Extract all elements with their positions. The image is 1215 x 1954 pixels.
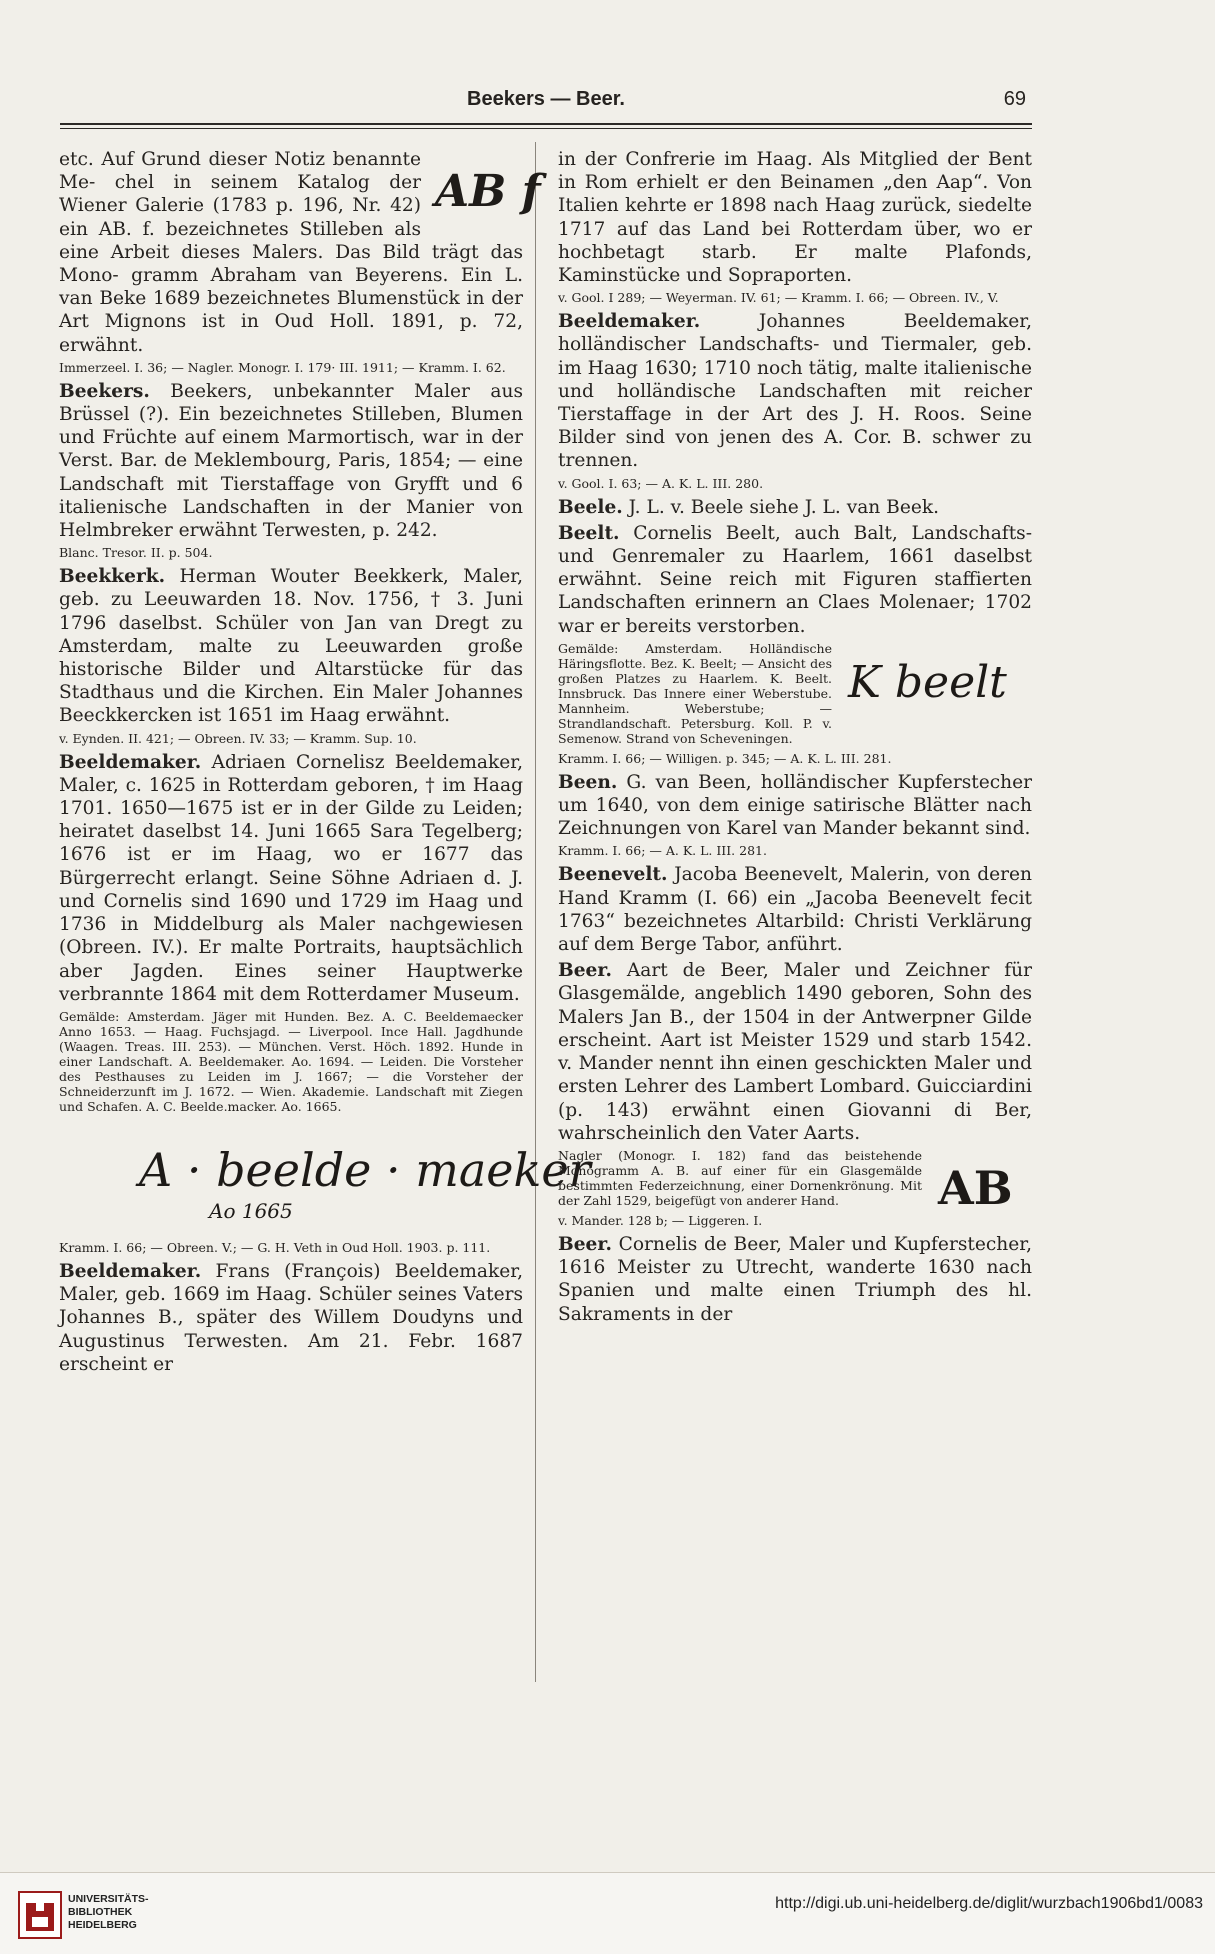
monogram-note	[558, 1147, 1032, 1215]
library-line: UNIVERSITÄTS-	[68, 1893, 149, 1905]
painting-entry: Innsbruck. Das Innere einer Weberstube.	[558, 685, 832, 701]
entry-headword: Beeldemaker.	[59, 751, 202, 773]
signature-beelt	[842, 647, 1032, 716]
entry-beeldemaker-adriaen	[59, 751, 523, 1006]
entry-headword: Beer.	[558, 1233, 612, 1255]
note-text: Nagler (Monogr. I. 182) fand das beistehende Monogramm A. B. auf einer für ein Glasgemälde bestimmten Federzeichnung, einer Dornenkrönung. Mit der Zahl 1529, beigefügt von anderer Hand.	[558, 1147, 922, 1208]
entry-text: Johannes Beeldemaker, holländischer Landschafts- und Tiermaler, geb. im Haag 1630; 1710 noch tätig, malte italienische und holländische Landschaften mit reicher Tierstaffage in der Art des J. H. Roos. Seine Bilder sind von jenen des A. Cor. B. schwer zu trennen.	[558, 311, 1032, 472]
text-line: bezeichnetes Stilleben als	[165, 218, 421, 240]
entry-text: G. van Been, holländischer Kupferstecher um 1640, von dem einige satirische Blätter nach Zeichnungen von Karel van Mander bekannt sind.	[558, 771, 1033, 840]
entry-beele	[558, 496, 1032, 519]
entry-continuation	[59, 148, 541, 357]
svg-text:A · beelde · maeker: A · beelde · maeker	[139, 1142, 591, 1197]
entry-beer-cornelis	[558, 1233, 1032, 1326]
entry-text: Adriaen Cornelisz Beeldemaker, Maler, c. 1625 in Rotterdam geboren, † im Haag 1701. 1650—1675 ist er in der Gilde zu Leiden; heiratet daselbst 14. Juni 1665 Sara Tegelberg; 1676 ist er im Haag, wo er 1677 das Bürgerrecht erlangt. Seine Söhne Adriaen d. J. und Cornelis sind 1690 und 1729 im Haag und 1736 in Middelburg als Maler nachgewiesen (Obreen. IV.). Er malte Portraits, hauptsächlich aber Jagden. Eines seiner Hauptwerke verbrannte 1864 mit dem Rotterdamer Museum.	[59, 751, 523, 1005]
library-name	[68, 1893, 149, 1932]
text-line: chel in seinem Katalog der Wiener Galerie	[59, 172, 421, 217]
entry-headword: Beeldemaker.	[59, 1260, 202, 1282]
painting-entry: Petersburg. Koll. P. v. Semenow. Strand von Scheveningen.	[558, 715, 832, 746]
viewer-footer	[0, 1872, 1215, 1954]
entry-headword: Beeldemaker.	[558, 311, 701, 333]
entry-beelt	[558, 522, 1032, 638]
entry-been	[558, 771, 1032, 841]
monogram-ab	[932, 1154, 1032, 1219]
reference: v. Gool. I 289; — Weyerman. IV. 61; — Kramm. I. 66; — Obreen. IV., V.	[558, 290, 999, 306]
entry-headword: Beenevelt.	[558, 864, 668, 886]
svg-text:K beelt: K beelt	[848, 656, 1007, 708]
reference: Kramm. I. 66; — A. K. L. III. 281.	[558, 843, 767, 859]
svg-text:Ao 1665: Ao 1665	[209, 1198, 293, 1223]
entry-text: Aart de Beer, Maler und Zeichner für Glasgemälde, angeblich 1490 geboren, Sohn des Malers Jan B., der 1504 in der Antwerpner Gilde erscheint. Aart ist Meister 1529 und starb 1542. v. Mander nennt ihn einen geschickten Maler und ersten Lehrer des Lambert Lombard. Guicciardini (p. 143) erwähnt einen Giovanni di Ber, wahrscheinlich den Vater Aarts.	[558, 960, 1032, 1144]
entry-beer-aart	[558, 959, 1032, 1145]
text-line: (1783 p. 196, Nr. 42) ein AB. f.	[59, 195, 421, 240]
reference: Kramm. I. 66; — Obreen. V.; — G. H. Veth in Oud Holl. 1903. p. 111.	[59, 1239, 491, 1255]
page-header	[60, 84, 1032, 114]
entry-continuation: in der Confrerie im Haag. Als Mitglied der Bent in Rom erhielt er den Beinamen „den Aap“. Von Italien kehrte er 1898 nach Haag zurück, siedelte 1717 auf das Land bei Rotterdam über, wo er hochbetagt starb. Er malte Plafonds, Kaminstücke und Sopraporten.	[558, 149, 1032, 287]
library-line: HEIDELBERG	[68, 1919, 137, 1931]
entry-beeldemaker-johannes	[558, 310, 1032, 472]
entry-beenevelt	[558, 863, 1032, 956]
text-line: eine Arbeit dieses Malers.	[59, 241, 324, 263]
library-logo-icon	[18, 1891, 62, 1939]
svg-text:AB f: AB f	[435, 166, 541, 217]
reference: Blanc. Tresor. II. p. 504.	[59, 545, 213, 561]
page-number: 69	[1003, 88, 1026, 110]
entry-text: Beekers, unbekannter Maler aus Brüssel (?). Ein bezeichnetes Stilleben, Blumen und Früchte auf einem Marmortisch, war in der Verst. Bar. de Meklembourg, Paris, 1854; — eine Landschaft mit Tierstaffage von Gryfft und 6 italienische Landschaften in der Manier von Helmbreker erwähnt Terwesten, p. 242.	[59, 380, 523, 542]
entry-headword: Beele.	[558, 496, 623, 518]
text-line: gramm Abraham van Beyerens. Ein L.	[131, 265, 523, 287]
library-line: BIBLIOTHEK	[68, 1906, 133, 1918]
entry-headword: Been.	[558, 771, 618, 793]
header-rule-thin	[60, 128, 1032, 129]
entry-text: Herman Wouter Beekkerk, Maler, geb. zu Leeuwarden 18. Nov. 1756, † 3. Juni 1796 daselbst. Schüler von Jan van Dregt zu Amsterdam, malte zu Leeuwarden große historische Bilder und Altarstücke für das Stadthaus und die Kirchen. Ein Maler Johannes Beeckkercken ist 1651 im Haag erwähnt.	[59, 566, 523, 727]
reference: v. Eynden. II. 421; — Obreen. IV. 33; — Kramm. Sup. 10.	[59, 730, 417, 746]
running-title: Beekers — Beer.	[467, 88, 625, 110]
entry-headword: Beekers.	[59, 380, 150, 402]
text-line: p. 72, erwähnt.	[59, 311, 523, 356]
signature-beeldemaker	[59, 1120, 591, 1234]
reference: Immerzeel. I. 36; — Nagler. Monogr. I. 179· III. 1911; — Kramm. I. 62.	[59, 359, 506, 375]
painting-entry: Mannheim. Weberstube; — Strandlandschaft.	[558, 700, 832, 731]
reference: v. Gool. I. 63; — A. K. L. III. 280.	[558, 475, 764, 491]
right-column	[558, 148, 1032, 1688]
entry-headword: Beekkerk.	[59, 566, 166, 588]
entry-text: Cornelis Beelt, auch Balt, Landschafts- und Genremaler zu Haarlem, 1661 daselbst erwähnt. Seine reich mit Figuren staffierten Landschaften erinnern an Claes Molenaer; 1702 war er bereits verstorben.	[558, 522, 1032, 637]
painting-entry: Gemälde: Amsterdam. Holländische Häringsflotte. Bez. K. Beelt; — Ansicht des großen Platzes zu Haarlem. K. Beelt.	[558, 640, 832, 686]
text-line: etc. Auf Grund dieser Notiz benannte Me-	[59, 149, 421, 194]
entry-headword: Beer.	[558, 960, 612, 982]
entry-beekers	[59, 380, 523, 542]
paintings-list	[558, 641, 1032, 746]
entry-beekkerk	[59, 565, 523, 727]
paintings-list: Gemälde: Amsterdam. Jäger mit Hunden. Bez. A. C. Beeldemaecker Anno 1653. — Haag. Fuchsjagd. — Liverpool. Ince Hall. Jagdhunde (Waagen. Treas. III. 253). — München. Verst. Höch. 1892. Hunde in einer Landschaft. A. Beeldemaker. Ao. 1694. — Leiden. Die Vorsteher des Pesthauses zu Leiden im J. 1667; — die Vorsteher der Schneiderzunft im J. 1672. — Wien. Akademie. Landschaft mit Ziegen und Schafen. A. C. Beelde.macker. Ao. 1665.	[59, 1008, 523, 1114]
entry-headword: Beelt.	[558, 522, 620, 544]
entry-text: Jacoba Beenevelt, Malerin, von deren Hand Kramm (I. 66) ein „Jacoba Beenevelt fecit 1763“ bezeichnetes Altarbild: Christi Verklärung auf dem Berge Tabor, anführt.	[558, 864, 1032, 956]
source-url-link[interactable]: http://digi.ub.uni-heidelberg.de/diglit/wurzbach1906bd1/0083	[775, 1895, 1203, 1912]
reference: v. Mander. 128 b; — Liggeren. I.	[558, 1212, 763, 1228]
entry-beeldemaker-frans	[59, 1260, 523, 1376]
text-line: in der Art Mignons ist in Oud Holl. 1891,	[59, 288, 523, 333]
text-line: van Beke 1689 bezeichnetes Blumenstück	[59, 288, 460, 310]
entry-text: Frans (François) Beeldemaker, Maler, geb. 1669 im Haag. Schüler seines Vaters Johannes B., später des Willem Doudyns und Augustinus Terwesten. Am 21. Febr. 1687 erscheint er	[59, 1260, 523, 1375]
header-rule	[60, 123, 1032, 125]
text-line: Das Bild trägt das Mono-	[59, 241, 523, 287]
reference: Kramm. I. 66; — Willigen. p. 345; — A. K. L. III. 281.	[558, 750, 892, 766]
monogram-abf	[431, 154, 541, 230]
entry-text: Cornelis de Beer, Maler und Kupferstecher, 1616 Meister zu Utrecht, wanderte 1630 nach Spanien und malte einen Triumph des hl. Sakraments in der	[558, 1233, 1032, 1325]
column-divider	[535, 142, 536, 1682]
svg-text:AB: AB	[938, 1160, 1013, 1215]
entry-text: J. L. v. Beele siehe J. L. van Beek.	[628, 496, 940, 518]
